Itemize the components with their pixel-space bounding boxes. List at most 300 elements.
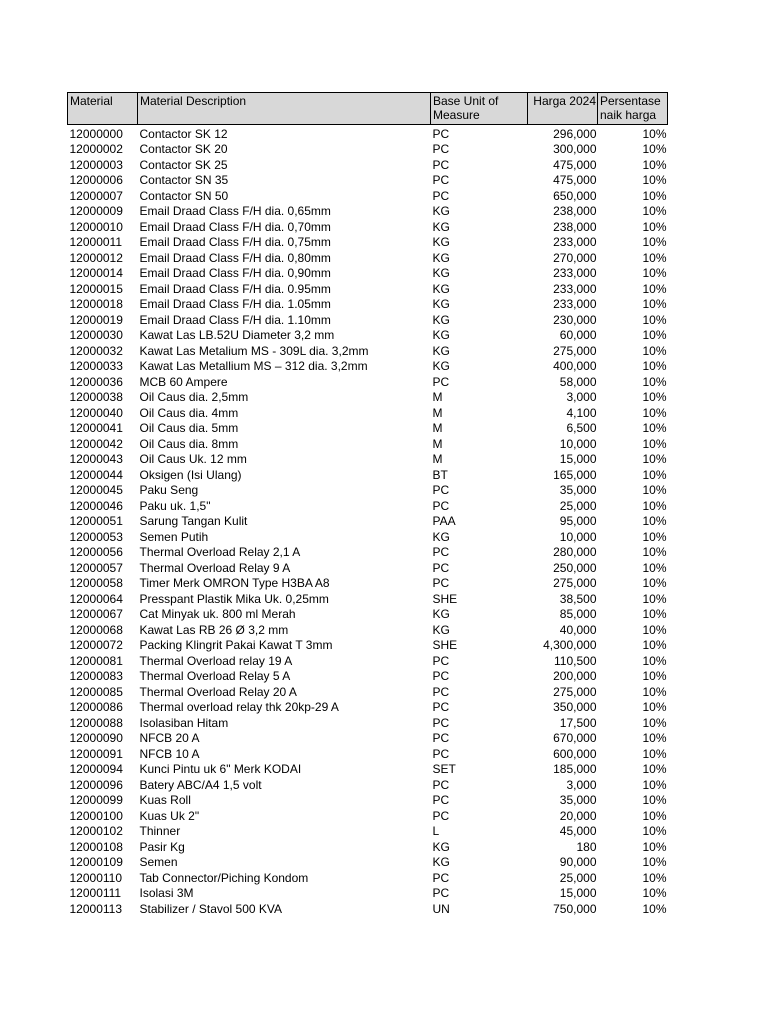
price-2024-cell: 475,000	[553, 157, 597, 172]
table-row	[68, 900, 668, 916]
unit-of-measure-cell: L	[432, 824, 440, 838]
price-2024-cell: 230,000	[553, 312, 597, 327]
table-row	[68, 761, 668, 777]
material-description-cell: Packing Klingrit Pakai Kawat T 3mm	[139, 638, 333, 652]
price-2024-cell: 38,500	[559, 591, 597, 606]
price-increase-cell: 10%	[642, 126, 667, 141]
price-2024-cell: 233,000	[553, 266, 597, 280]
unit-of-measure-cell: PC	[432, 777, 450, 792]
price-increase-cell: 10%	[642, 235, 667, 249]
price-2024-cell: 60,000	[559, 328, 597, 342]
price-2024-cell: 95,000	[559, 514, 597, 528]
material-description-cell: Email Draad Class F/H dia. 0,70mm	[139, 219, 331, 234]
table-body	[68, 125, 668, 916]
price-increase-cell: 10%	[642, 421, 667, 435]
price-increase-cell: 10%	[642, 793, 667, 807]
unit-of-measure-cell: PC	[432, 684, 450, 699]
price-2024-cell: 15,000	[559, 452, 597, 466]
price-increase-cell: 10%	[642, 700, 667, 714]
table-row	[68, 652, 668, 668]
material-code-cell: 12000081	[69, 653, 123, 668]
unit-of-measure-cell: KG	[432, 607, 450, 621]
material-price-table	[67, 92, 668, 916]
price-increase-cell: 10%	[642, 281, 667, 296]
price-increase-cell: 10%	[642, 374, 667, 389]
header-row	[68, 93, 668, 125]
price-increase-cell: 10%	[642, 390, 667, 404]
price-2024-cell: 4,100	[566, 405, 597, 420]
unit-of-measure-cell: PC	[432, 731, 450, 745]
price-2024-cell: 35,000	[559, 793, 597, 807]
unit-of-measure-cell: PC	[432, 808, 450, 823]
price-2024-cell: 300,000	[553, 142, 597, 156]
table-row	[68, 420, 668, 436]
unit-of-measure-cell: KG	[432, 204, 450, 218]
price-increase-cell: 10%	[642, 653, 667, 668]
unit-of-measure-cell: PC	[432, 142, 450, 156]
table-row	[68, 838, 668, 854]
unit-of-measure-cell: KG	[432, 235, 450, 249]
material-code-cell: 12000006	[69, 173, 123, 187]
material-description-cell: Cat Minyak uk. 800 ml Merah	[139, 607, 296, 621]
material-description-cell: Oil Caus dia. 5mm	[139, 421, 239, 435]
price-2024-cell: 35,000	[559, 483, 597, 497]
table-row	[68, 296, 668, 312]
price-2024-cell: 10,000	[559, 529, 597, 544]
material-description-cell: Email Draad Class F/H dia. 0,80mm	[139, 250, 331, 265]
material-description-cell: Kawat Las RB 26 Ø 3,2 mm	[139, 622, 289, 637]
material-code-cell: 12000007	[69, 188, 123, 203]
price-2024-cell: 3,000	[566, 390, 597, 404]
material-description-cell: Email Draad Class F/H dia. 0,75mm	[139, 235, 331, 249]
table-row	[68, 265, 668, 281]
table-row	[68, 435, 668, 451]
price-2024-cell: 275,000	[553, 576, 597, 590]
unit-of-measure-cell: KG	[432, 312, 450, 327]
material-description-cell: Thermal Overload Relay 9 A	[139, 560, 291, 575]
material-description-cell: Pasir Kg	[139, 839, 185, 854]
material-code-cell: 12000064	[69, 591, 123, 606]
price-2024-cell: 17,500	[559, 715, 597, 730]
material-description-cell: Thermal Overload Relay 5 A	[139, 669, 291, 683]
price-2024-cell: 750,000	[553, 901, 597, 916]
unit-of-measure-cell: KG	[432, 855, 450, 869]
material-code-cell: 12000056	[69, 545, 123, 559]
material-description-cell: Isolasiban Hitam	[139, 715, 229, 730]
price-2024-cell: 350,000	[553, 700, 597, 714]
price-2024-cell: 670,000	[553, 731, 597, 745]
price-2024-cell: 650,000	[553, 188, 597, 203]
material-code-cell: 12000040	[69, 405, 123, 420]
unit-of-measure-cell: KG	[432, 250, 450, 265]
header-price-increase-percentage: Persentase naik harga	[598, 93, 668, 125]
table-row	[68, 885, 668, 901]
price-increase-cell: 10%	[642, 839, 667, 854]
unit-of-measure-cell: UN	[432, 901, 450, 916]
table-row	[68, 513, 668, 529]
material-description-cell: Kuas Roll	[139, 793, 191, 807]
material-code-cell: 12000033	[69, 359, 123, 373]
price-2024-cell: 90,000	[559, 855, 597, 869]
price-increase-cell: 10%	[642, 328, 667, 342]
unit-of-measure-cell: PC	[432, 870, 450, 885]
unit-of-measure-cell: PC	[432, 374, 450, 389]
material-code-cell: 12000019	[69, 312, 123, 327]
material-code-cell: 12000109	[69, 855, 123, 869]
material-code-cell: 12000043	[69, 452, 123, 466]
material-code-cell: 12000032	[69, 343, 123, 358]
unit-of-measure-cell: KG	[432, 359, 450, 373]
unit-of-measure-cell: KG	[432, 622, 450, 637]
price-increase-cell: 10%	[642, 746, 667, 761]
table-row	[68, 311, 668, 327]
table-row	[68, 466, 668, 482]
price-2024-cell: 10,000	[559, 436, 597, 451]
material-code-cell: 12000038	[69, 390, 123, 404]
material-code-cell: 12000045	[69, 483, 123, 497]
price-increase-cell: 10%	[642, 529, 667, 544]
price-2024-cell: 270,000	[553, 250, 597, 265]
header-price-2024: Harga 2024	[528, 93, 598, 125]
material-description-cell: Isolasi 3M	[139, 886, 194, 900]
material-code-cell: 12000042	[69, 436, 123, 451]
table-row	[68, 218, 668, 234]
unit-of-measure-cell: M	[432, 436, 443, 451]
unit-of-measure-cell: KG	[432, 529, 450, 544]
material-description-cell: Email Draad Class F/H dia. 0,65mm	[139, 204, 331, 218]
material-code-cell: 12000015	[69, 281, 123, 296]
price-2024-cell: 45,000	[559, 824, 597, 838]
material-description-cell: Paku Seng	[139, 483, 199, 497]
table-header	[68, 93, 668, 125]
price-increase-cell: 10%	[642, 436, 667, 451]
price-2024-cell: 25,000	[559, 870, 597, 885]
price-2024-cell: 25,000	[559, 498, 597, 513]
material-description-cell: Kawat Las LB.52U Diameter 3,2 mm	[139, 328, 335, 342]
material-code-cell: 12000012	[69, 250, 123, 265]
price-increase-cell: 10%	[642, 312, 667, 327]
material-description-cell: Thinner	[139, 824, 181, 838]
price-2024-cell: 275,000	[553, 343, 597, 358]
price-increase-cell: 10%	[642, 901, 667, 916]
table-row	[68, 745, 668, 761]
price-increase-cell: 10%	[642, 173, 667, 187]
price-increase-cell: 10%	[642, 483, 667, 497]
price-2024-cell: 238,000	[553, 219, 597, 234]
header-description: Material Description	[138, 93, 431, 125]
material-code-cell: 12000010	[69, 219, 123, 234]
price-2024-cell: 58,000	[559, 374, 597, 389]
price-2024-cell: 185,000	[553, 762, 597, 776]
unit-of-measure-cell: PC	[432, 188, 450, 203]
material-code-cell: 12000051	[69, 514, 123, 528]
material-code-cell: 12000102	[69, 824, 123, 838]
material-description-cell: NFCB 10 A	[139, 746, 200, 761]
material-description-cell: Kawat Las Metallium MS – 312 dia. 3,2mm	[139, 359, 368, 373]
material-description-cell: Contactor SK 20	[139, 142, 228, 156]
price-increase-cell: 10%	[642, 359, 667, 373]
material-code-cell: 12000085	[69, 684, 123, 699]
price-increase-cell: 10%	[642, 808, 667, 823]
material-code-cell: 12000108	[69, 839, 123, 854]
header-unit-of-measure: Base Unit of Measure	[431, 93, 528, 125]
material-description-cell: Oil Caus dia. 2,5mm	[139, 390, 249, 404]
unit-of-measure-cell: PC	[432, 715, 450, 730]
price-increase-cell: 10%	[642, 560, 667, 575]
price-2024-cell: 40,000	[559, 622, 597, 637]
price-increase-cell: 10%	[642, 343, 667, 358]
price-2024-cell: 180	[576, 839, 597, 854]
price-increase-cell: 10%	[642, 204, 667, 218]
material-description-cell: Tab Connector/Piching Kondom	[139, 870, 309, 885]
material-description-cell: Sarung Tangan Kulit	[139, 514, 248, 528]
table-row	[68, 714, 668, 730]
price-2024-cell: 3,000	[566, 777, 597, 792]
material-code-cell: 12000011	[69, 235, 122, 249]
material-code-cell: 12000111	[69, 886, 122, 900]
table-row	[68, 823, 668, 839]
price-2024-cell: 233,000	[553, 297, 597, 311]
table-row	[68, 869, 668, 885]
material-code-cell: 12000094	[69, 762, 123, 776]
material-description-cell: NFCB 20 A	[139, 731, 200, 745]
material-code-cell: 12000036	[69, 374, 123, 389]
price-2024-cell: 6,500	[566, 421, 597, 435]
table-row	[68, 854, 668, 870]
price-increase-cell: 10%	[642, 297, 667, 311]
table-row	[68, 544, 668, 560]
table-row	[68, 559, 668, 575]
table-row	[68, 699, 668, 715]
table-row	[68, 249, 668, 265]
price-2024-cell: 296,000	[553, 126, 597, 141]
material-description-cell: Thermal Overload Relay 2,1 A	[139, 545, 301, 559]
unit-of-measure-cell: PC	[432, 653, 450, 668]
price-increase-cell: 10%	[642, 638, 667, 652]
price-increase-cell: 10%	[642, 188, 667, 203]
price-increase-cell: 10%	[642, 669, 667, 683]
table-row	[68, 327, 668, 343]
material-description-cell: Email Draad Class F/H dia. 1.10mm	[139, 312, 331, 327]
table-row	[68, 528, 668, 544]
material-description-cell: Stabilizer / Stavol 500 KVA	[139, 901, 283, 916]
material-description-cell: Timer Merk OMRON Type H3BA A8	[139, 576, 330, 590]
price-increase-cell: 10%	[642, 591, 667, 606]
material-code-cell: 12000053	[69, 529, 123, 544]
price-increase-cell: 10%	[642, 777, 667, 792]
material-description-cell: Semen Putih	[139, 529, 209, 544]
price-increase-cell: 10%	[642, 731, 667, 745]
unit-of-measure-cell: PC	[432, 700, 450, 714]
material-code-cell: 12000014	[69, 266, 123, 280]
material-code-cell: 12000030	[69, 328, 123, 342]
table-row	[68, 730, 668, 746]
table-row	[68, 683, 668, 699]
price-increase-cell: 10%	[642, 405, 667, 420]
table-row	[68, 621, 668, 637]
table-row	[68, 482, 668, 498]
table-row	[68, 404, 668, 420]
unit-of-measure-cell: KG	[432, 343, 450, 358]
material-description-cell: Kawat Las Metalium MS - 309L dia. 3,2mm	[139, 343, 369, 358]
table-row	[68, 451, 668, 467]
unit-of-measure-cell: PC	[432, 886, 450, 900]
price-increase-cell: 10%	[642, 684, 667, 699]
unit-of-measure-cell: PC	[432, 498, 450, 513]
material-code-cell: 12000002	[69, 142, 123, 156]
price-2024-cell: 165,000	[553, 467, 597, 482]
material-description-cell: Email Draad Class F/H dia. 0.95mm	[139, 281, 331, 296]
material-code-cell: 12000041	[69, 421, 123, 435]
price-2024-cell: 200,000	[553, 669, 597, 683]
material-code-cell: 12000100	[69, 808, 123, 823]
table-row	[68, 125, 668, 141]
table-row	[68, 807, 668, 823]
material-description-cell: Contactor SK 25	[139, 157, 228, 172]
price-increase-cell: 10%	[642, 824, 667, 838]
material-code-cell: 12000113	[69, 901, 122, 916]
material-description-cell: Kuas Uk 2"	[139, 808, 200, 823]
material-description-cell: Thermal Overload Relay 20 A	[139, 684, 297, 699]
table-row	[68, 575, 668, 591]
material-code-cell: 12000091	[69, 746, 123, 761]
material-code-cell: 12000044	[69, 467, 123, 482]
material-code-cell: 12000088	[69, 715, 123, 730]
table-row	[68, 203, 668, 219]
price-2024-cell: 110,500	[554, 653, 597, 668]
table-row	[68, 280, 668, 296]
unit-of-measure-cell: SHE	[432, 638, 458, 652]
price-increase-cell: 10%	[642, 514, 667, 528]
table-row	[68, 141, 668, 157]
material-description-cell: Email Draad Class F/H dia. 1.05mm	[139, 297, 331, 311]
price-2024-cell: 275,000	[553, 684, 597, 699]
unit-of-measure-cell: M	[432, 421, 443, 435]
material-code-cell: 12000099	[69, 793, 123, 807]
table-row	[68, 373, 668, 389]
unit-of-measure-cell: PC	[432, 157, 450, 172]
price-2024-cell: 400,000	[553, 359, 597, 373]
material-description-cell: MCB 60 Ampere	[139, 374, 228, 389]
price-2024-cell: 280,000	[553, 545, 597, 559]
price-increase-cell: 10%	[642, 870, 667, 885]
price-increase-cell: 10%	[642, 498, 667, 513]
price-2024-cell: 238,000	[553, 204, 597, 218]
price-increase-cell: 10%	[642, 266, 667, 280]
table-row	[68, 668, 668, 684]
material-code-cell: 12000072	[69, 638, 123, 652]
table-row	[68, 156, 668, 172]
unit-of-measure-cell: KG	[432, 219, 450, 234]
material-code-cell: 12000067	[69, 607, 123, 621]
table-row	[68, 792, 668, 808]
unit-of-measure-cell: M	[432, 452, 443, 466]
unit-of-measure-cell: PC	[432, 545, 450, 559]
material-code-cell: 12000110	[69, 870, 122, 885]
unit-of-measure-cell: PC	[432, 669, 450, 683]
unit-of-measure-cell: KG	[432, 266, 450, 280]
unit-of-measure-cell: PC	[432, 793, 450, 807]
price-increase-cell: 10%	[642, 467, 667, 482]
unit-of-measure-cell: PAA	[432, 514, 456, 528]
price-increase-cell: 10%	[642, 545, 667, 559]
unit-of-measure-cell: KG	[432, 281, 450, 296]
unit-of-measure-cell: BT	[432, 467, 448, 482]
material-description-cell: Contactor SN 50	[139, 188, 229, 203]
table-row	[68, 342, 668, 358]
material-description-cell: Oksigen (Isi Ulang)	[139, 467, 242, 482]
table-row	[68, 358, 668, 374]
material-code-cell: 12000018	[69, 297, 123, 311]
unit-of-measure-cell: SET	[432, 762, 456, 776]
price-increase-cell: 10%	[642, 715, 667, 730]
material-description-cell: Contactor SK 12	[139, 126, 228, 141]
material-code-cell: 12000090	[69, 731, 123, 745]
table-row	[68, 590, 668, 606]
price-increase-cell: 10%	[642, 576, 667, 590]
price-increase-cell: 10%	[642, 762, 667, 776]
price-2024-cell: 233,000	[553, 281, 597, 296]
material-code-cell: 12000000	[69, 126, 123, 141]
price-2024-cell: 85,000	[559, 607, 597, 621]
price-list-sheet	[67, 92, 668, 916]
price-increase-cell: 10%	[642, 250, 667, 265]
price-2024-cell: 600,000	[553, 746, 597, 761]
table-row	[68, 497, 668, 513]
price-increase-cell: 10%	[642, 452, 667, 466]
price-2024-cell: 15,000	[559, 886, 597, 900]
price-increase-cell: 10%	[642, 607, 667, 621]
material-description-cell: Paku uk. 1,5"	[139, 498, 211, 513]
material-code-cell: 12000057	[69, 560, 123, 575]
unit-of-measure-cell: PC	[432, 560, 450, 575]
material-description-cell: Oil Caus dia. 8mm	[139, 436, 239, 451]
table-row	[68, 187, 668, 203]
material-code-cell: 12000068	[69, 622, 123, 637]
unit-of-measure-cell: PC	[432, 173, 450, 187]
price-2024-cell: 475,000	[553, 173, 597, 187]
unit-of-measure-cell: KG	[432, 297, 450, 311]
material-description-cell: Batery ABC/A4 1,5 volt	[139, 777, 262, 792]
material-description-cell: Presspant Plastik Mika Uk. 0,25mm	[139, 591, 329, 606]
table-row	[68, 637, 668, 653]
table-row	[68, 234, 668, 250]
price-increase-cell: 10%	[642, 886, 667, 900]
material-description-cell: Oil Caus dia. 4mm	[139, 405, 239, 420]
table-row	[68, 172, 668, 188]
material-code-cell: 12000009	[69, 204, 123, 218]
unit-of-measure-cell: PC	[432, 483, 450, 497]
price-increase-cell: 10%	[642, 157, 667, 172]
material-code-cell: 12000083	[69, 669, 123, 683]
price-increase-cell: 10%	[642, 142, 667, 156]
unit-of-measure-cell: PC	[432, 576, 450, 590]
table-row	[68, 776, 668, 792]
unit-of-measure-cell: PC	[432, 126, 450, 141]
unit-of-measure-cell: KG	[432, 839, 450, 854]
material-code-cell: 12000096	[69, 777, 123, 792]
unit-of-measure-cell: PC	[432, 746, 450, 761]
price-increase-cell: 10%	[642, 855, 667, 869]
price-increase-cell: 10%	[642, 219, 667, 234]
unit-of-measure-cell: M	[432, 390, 443, 404]
material-description-cell: Email Draad Class F/H dia. 0,90mm	[139, 266, 331, 280]
price-2024-cell: 4,300,000	[543, 638, 597, 652]
material-code-cell: 12000058	[69, 576, 123, 590]
price-2024-cell: 250,000	[553, 560, 597, 575]
header-material: Material	[68, 93, 138, 125]
unit-of-measure-cell: SHE	[432, 591, 458, 606]
